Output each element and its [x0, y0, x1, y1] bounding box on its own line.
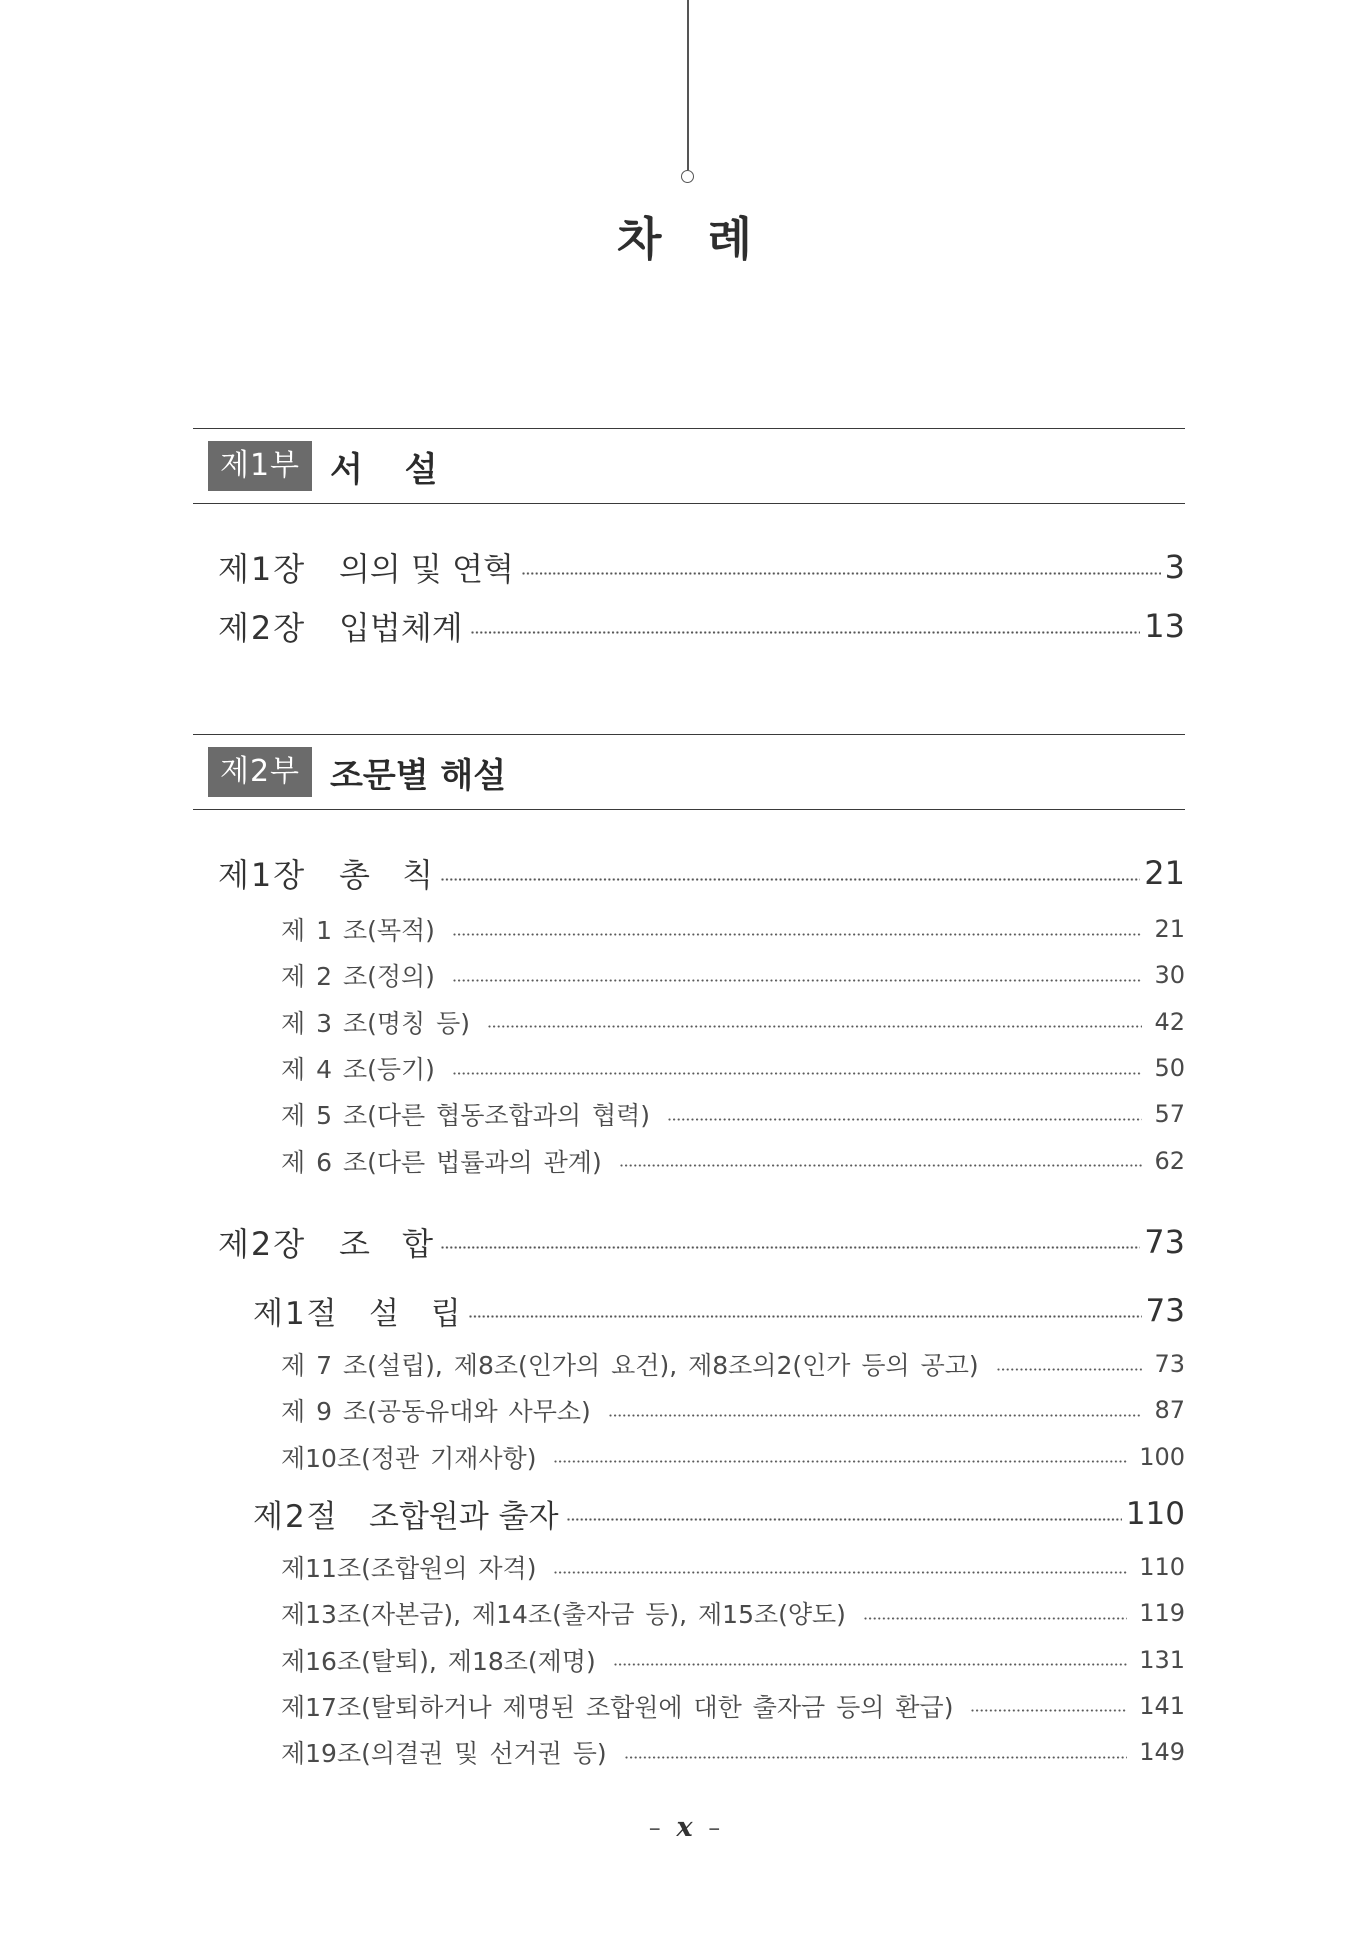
page-number: 13	[1144, 607, 1185, 645]
toc-article-row	[193, 906, 1185, 952]
article-title: 제 9 조(공동유대와 사무소)	[281, 1397, 591, 1427]
dot-leader	[554, 1460, 1127, 1463]
dot-leader	[441, 1246, 1140, 1249]
part-label: 제1부	[208, 441, 312, 491]
toc-article-row	[193, 1341, 1185, 1387]
part-header	[193, 734, 1185, 810]
toc-section-row	[193, 1488, 1185, 1540]
page-number: 110	[1139, 1553, 1185, 1581]
article-title: 제 7 조(설립), 제8조(인가의 요건), 제8조의2(인가 등의 공고)	[281, 1351, 979, 1381]
toc-article-row	[193, 999, 1185, 1045]
article-title: 제 3 조(명칭 등)	[281, 1008, 471, 1038]
dot-leader	[625, 1756, 1128, 1759]
toc-section-row	[193, 1285, 1185, 1337]
table-of-contents	[193, 428, 1185, 1775]
dot-leader	[668, 1118, 1142, 1121]
dot-leader	[567, 1518, 1122, 1521]
footer-page-number: x	[676, 1812, 693, 1843]
chapter-number: 제1장	[218, 856, 307, 894]
part-title: 조문별 해설	[330, 755, 507, 796]
dot-leader	[453, 979, 1143, 982]
chapter-title: 의의 및 연혁	[339, 550, 514, 588]
chapter-title: 입법체계	[339, 609, 463, 647]
section-number: 제1절	[253, 1296, 339, 1333]
part-entries	[193, 810, 1185, 1775]
toc-article-row	[193, 1544, 1185, 1590]
toc-part-1	[193, 428, 1185, 656]
chapter-number: 제2장	[218, 609, 307, 647]
dot-leader	[554, 1571, 1127, 1574]
dot-leader	[469, 1315, 1142, 1318]
toc-article-row	[193, 1729, 1185, 1775]
article-title: 제13조(자본금), 제14조(출자금 등), 제15조(양도)	[281, 1600, 846, 1630]
part-label: 제2부	[208, 747, 312, 797]
article-title: 제 4 조(등기)	[281, 1055, 435, 1085]
toc-chapter-row	[193, 844, 1185, 903]
toc-article-row	[193, 1387, 1185, 1433]
section-number: 제2절	[253, 1499, 339, 1536]
dot-leader	[997, 1368, 1143, 1371]
toc-article-row	[193, 1683, 1185, 1729]
toc-chapter-row	[193, 1212, 1185, 1271]
chapter-number: 제1장	[218, 550, 307, 588]
article-title: 제 1 조(목적)	[281, 916, 435, 946]
dot-leader	[620, 1164, 1143, 1167]
page-number: 141	[1139, 1691, 1185, 1720]
chapter-title: 조 합	[339, 1224, 433, 1263]
top-circle-ornament	[681, 170, 694, 183]
section-title: 설 립	[369, 1296, 461, 1333]
page-number: 73	[1145, 1292, 1185, 1329]
chapter-number: 제2장	[218, 1224, 307, 1263]
page-number: 42	[1154, 1007, 1185, 1036]
article-title: 제16조(탈퇴), 제18조(제명)	[281, 1646, 596, 1676]
toc-chapter-row	[193, 597, 1185, 656]
page-number: 119	[1139, 1599, 1185, 1628]
dot-leader	[441, 878, 1140, 881]
part-entries	[193, 504, 1185, 656]
dot-leader	[609, 1414, 1143, 1417]
page-number: 57	[1154, 1100, 1185, 1129]
toc-chapter-row	[193, 538, 1185, 597]
part-header	[193, 428, 1185, 504]
section-title: 조합원과 출자	[369, 1499, 559, 1536]
toc-part-2	[193, 734, 1185, 1775]
page-number: 21	[1154, 915, 1185, 944]
page-number: 73	[1154, 1350, 1185, 1379]
dot-leader	[864, 1617, 1127, 1620]
toc-article-row	[193, 1636, 1185, 1682]
article-title: 제 2 조(정의)	[281, 962, 435, 992]
dot-leader	[971, 1709, 1127, 1712]
dot-leader	[471, 631, 1141, 634]
page-number: 87	[1154, 1396, 1185, 1425]
page-number: 30	[1154, 961, 1185, 990]
page-number: 21	[1144, 854, 1185, 892]
dot-leader	[453, 1072, 1143, 1075]
page-footer	[0, 1810, 1369, 1846]
article-title: 제11조(조합원의 자격)	[281, 1554, 537, 1583]
article-title: 제 6 조(다른 법률과의 관계)	[281, 1147, 602, 1177]
page-number: 62	[1154, 1146, 1185, 1175]
article-title: 제17조(탈퇴하거나 제명된 조합원에 대한 출자금 등의 환급)	[281, 1692, 954, 1722]
part-title: 서 설	[330, 449, 438, 490]
article-title: 제10조(정관 기재사항)	[281, 1443, 537, 1473]
article-title: 제 5 조(다른 협동조합과의 협력)	[281, 1101, 651, 1131]
dot-leader	[488, 1025, 1142, 1028]
toc-article-row	[193, 1590, 1185, 1636]
toc-article-row	[193, 952, 1185, 998]
toc-article-row	[193, 1137, 1185, 1183]
toc-article-row	[193, 1045, 1185, 1091]
top-vertical-line	[687, 0, 689, 170]
page-number: 149	[1139, 1738, 1185, 1767]
page-number: 100	[1139, 1442, 1185, 1471]
page-number: 110	[1125, 1495, 1185, 1532]
dot-leader	[453, 933, 1143, 936]
page-number: 73	[1144, 1222, 1185, 1261]
page-title: 차 례	[617, 212, 752, 266]
page-number: 3	[1164, 548, 1185, 586]
toc-article-row	[193, 1091, 1185, 1137]
dot-leader	[522, 572, 1161, 575]
dot-leader	[614, 1663, 1127, 1666]
page-number: 131	[1139, 1645, 1185, 1674]
page-number: 50	[1154, 1054, 1185, 1083]
toc-article-row	[193, 1434, 1185, 1480]
footer-dash-right: –	[708, 1814, 721, 1842]
article-title: 제19조(의결권 및 선거권 등)	[281, 1739, 607, 1769]
chapter-title: 총 칙	[339, 856, 433, 894]
footer-dash-left: –	[648, 1814, 661, 1842]
